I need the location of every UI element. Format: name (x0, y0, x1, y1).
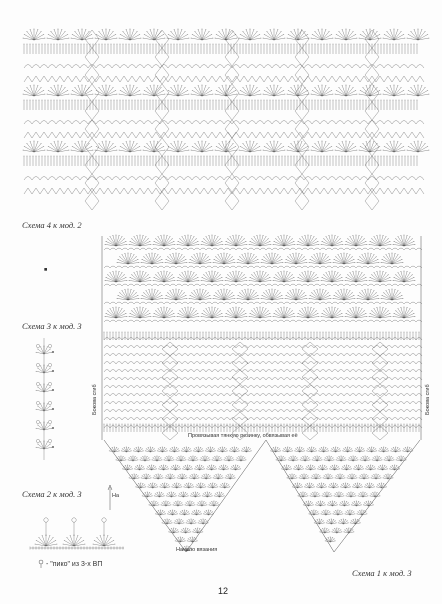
caption-scheme-2: Схема 2 к мод. 3 (22, 489, 82, 499)
dot-marker: ■ (44, 267, 48, 273)
page-number: 12 (218, 586, 229, 596)
picot-legend: - "пико" из 3-х ВП (46, 561, 103, 568)
scheme-2-motif (30, 518, 124, 550)
scheme-1-chart (102, 235, 422, 552)
caption-scheme-3: Схема 3 к мод. 3 (22, 321, 82, 331)
side-fold-right: Бокова сгиб (425, 384, 431, 415)
scheme-3-motif (36, 338, 54, 460)
elastic-note: Провязывая тянкую резинку, обвязывая её (188, 433, 298, 439)
start-knitting-label: Начало вязания (176, 547, 218, 553)
side-fold-left: Бокова сгиб (92, 384, 98, 415)
caption-scheme-1: Схема 1 к мод. 3 (352, 568, 412, 578)
picot-symbol-icon (39, 560, 43, 568)
caption-scheme-4: Схема 4 к мод. 2 (22, 220, 82, 230)
height-mark-label: На (112, 493, 120, 499)
scheme-4-chart (23, 29, 430, 210)
